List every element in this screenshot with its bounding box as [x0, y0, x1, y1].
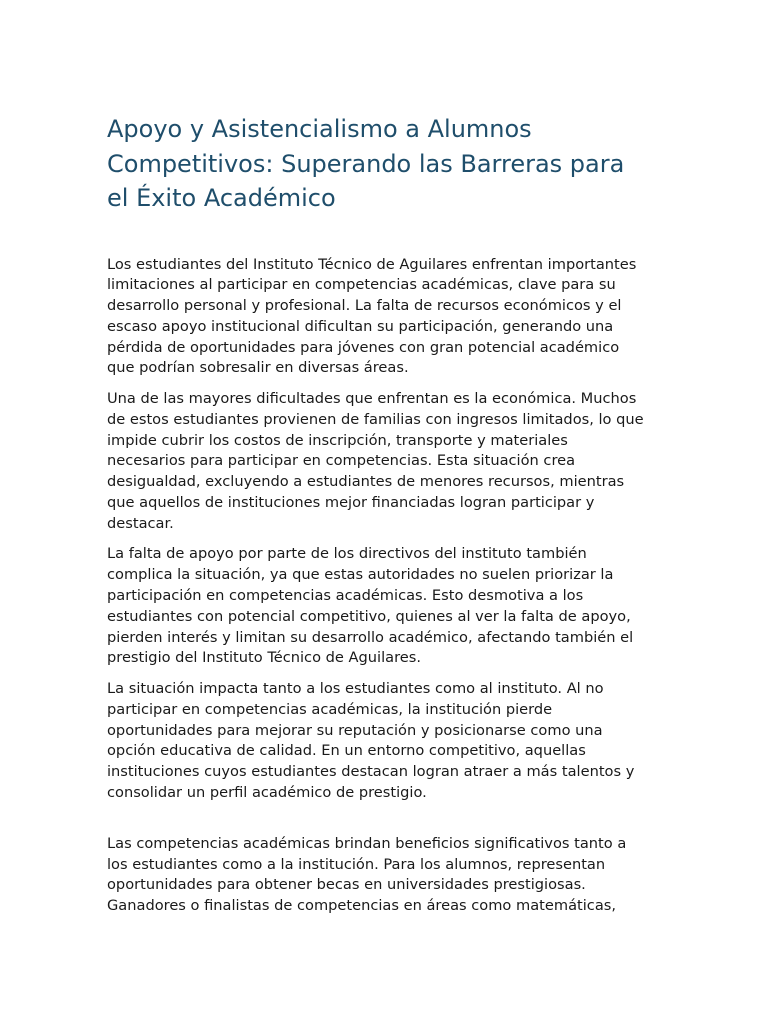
text-line: desigualdad, excluyendo a estudiantes de menores recursos, mientras — [107, 473, 625, 491]
text-line: Los estudiantes del Instituto Técnico de Aguilares enfrentan importantes — [107, 255, 637, 273]
text-line: consolidar un perfil académico de prestigio. — [107, 784, 427, 802]
text-line: pierden interés y limitan su desarrollo académico, afectando también el — [107, 628, 634, 646]
text-line: estudiantes con potencial competitivo, quienes al ver la falta de apoyo, — [107, 607, 631, 625]
title-line: Apoyo y Asistencialismo a Alumnos — [107, 115, 532, 143]
text-line: necesarios para participar en competencias. Esta situación crea — [107, 452, 576, 470]
text-line: destacar. — [107, 514, 174, 532]
text-line: complica la situación, ya que estas autoridades no suelen priorizar la — [107, 566, 614, 584]
text-line: prestigio del Instituto Técnico de Aguilares. — [107, 649, 421, 667]
text-line: escaso apoyo institucional dificultan su participación, generando una — [107, 317, 614, 335]
text-line: oportunidades para mejorar su reputación y posicionarse como una — [107, 721, 603, 739]
document-title — [107, 112, 667, 216]
text-line: impide cubrir los costos de inscripción, transporte y materiales — [107, 431, 568, 449]
text-line: instituciones cuyos estudiantes destacan logran atraer a más talentos y — [107, 763, 635, 781]
text-line: Las competencias académicas brindan beneficios significativos tanto a — [107, 834, 627, 852]
text-line: oportunidades para obtener becas en universidades prestigiosas. — [107, 876, 586, 894]
text-line: participación en competencias académicas. Esto desmotiva a los — [107, 587, 584, 605]
paragraph-financial-limitations — [107, 255, 667, 380]
text-line: que aquellos de instituciones mejor financiadas logran participar y — [107, 494, 595, 512]
paragraph-economic-difficulty — [107, 389, 667, 535]
text-line: La falta de apoyo por parte de los directivos del instituto también — [107, 545, 587, 563]
text-line: La situación impacta tanto a los estudiantes como al instituto. Al no — [107, 680, 604, 698]
text-line: los estudiantes como a la institución. Para los alumnos, representan — [107, 855, 606, 873]
text-line: Una de las mayores dificultades que enfrentan es la económica. Muchos — [107, 390, 637, 408]
text-line: desarrollo personal y profesional. La falta de recursos económicos y el — [107, 297, 622, 315]
title-line: el Éxito Académico — [107, 184, 336, 212]
title-line: Competitivos: Superando las Barreras para — [107, 149, 625, 178]
document-content — [107, 112, 667, 917]
text-line: Ganadores o finalistas de competencias en áreas como matemáticas, — [107, 897, 617, 915]
text-line: que podrían sobresalir en diversas áreas. — [107, 359, 409, 377]
text-line: pérdida de oportunidades para jóvenes con gran potencial académico — [107, 338, 620, 356]
text-line: limitaciones al participar en competencias académicas, clave para su — [107, 276, 616, 294]
paragraph-institutional-impact — [107, 679, 667, 804]
text-line: opción educativa de calidad. En un entorno competitivo, aquellas — [107, 742, 586, 760]
text-line: participar en competencias académicas, la institución pierde — [107, 700, 553, 718]
text-line: de estos estudiantes provienen de familias con ingresos limitados, lo que — [107, 410, 644, 428]
document-body — [107, 255, 667, 918]
paragraph-competition-benefits — [107, 834, 667, 917]
paragraph-lack-of-support — [107, 544, 667, 669]
